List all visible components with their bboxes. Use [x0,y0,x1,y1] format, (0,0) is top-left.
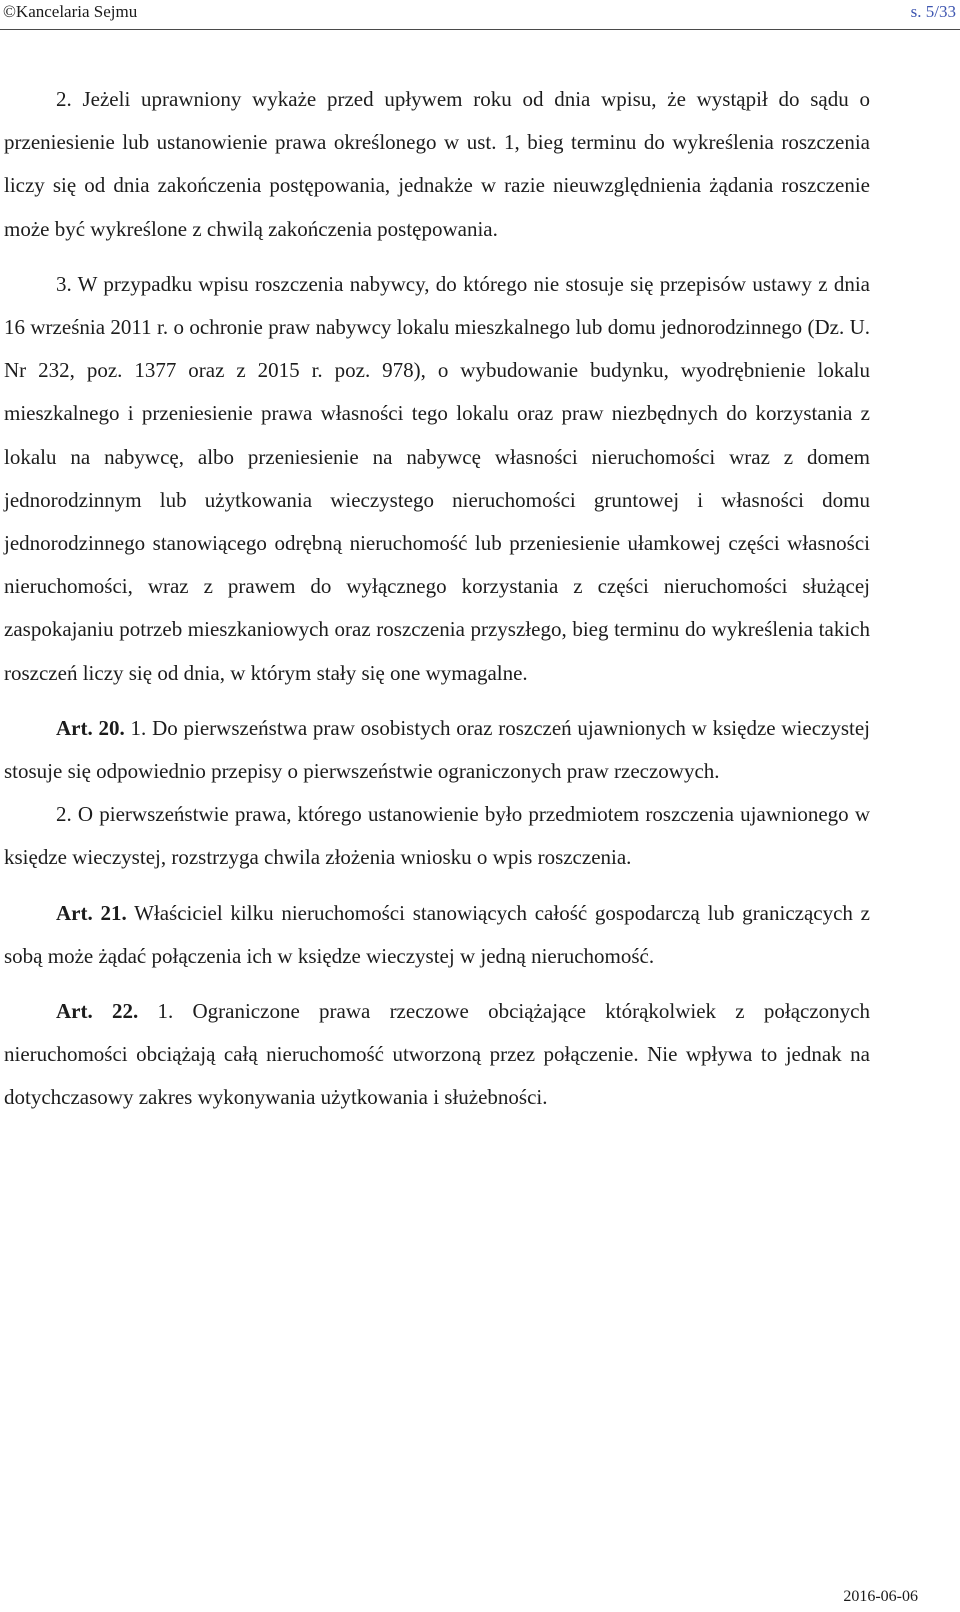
paragraph-art22-ust1 [4,990,870,1120]
paragraph-art19-ust2 [4,78,870,251]
paragraph-text: 1. Ograniczone prawa rzeczowe obciążające którąkolwiek z połączonych nieruchomości obciążają całą nieruchomość utworzoną przez połączenie. Nie wpływa to jednak na dotychczasowy zakres wykonywania użytkowania i służebności. [4,999,870,1110]
article-heading: Art. 21. [56,900,127,925]
paragraph-text: 2. O pierwszeństwie prawa, którego ustanowienie było przedmiotem roszczenia ujawnionego w księdze wieczystej, rozstrzyga chwila złożenia wniosku o wpis roszczenia. [4,802,870,870]
paragraph-art19-ust3 [4,263,870,695]
page-header [0,0,960,30]
footer-date: 2016-06-06 [843,1588,918,1605]
page-number: s. 5/33 [910,2,956,21]
article-heading: Art. 22. [56,999,139,1024]
paragraph-art20-ust1 [4,707,870,793]
paragraph-text: 2. Jeżeli uprawniony wykaże przed upływem roku od dnia wpisu, że wystąpił do sądu o przeniesienie lub ustanowienie prawa określonego w ust. 1, bieg terminu do wykreślenia roszczenia liczy się od dnia zakończenia postępowania, jednakże w razie nieuwzględnienia żądania roszczenie może być wykreślone z chwilą zakończenia postępowania. [4,87,870,241]
paragraph-art20-ust2 [4,793,870,879]
paragraph-text: 3. W przypadku wpisu roszczenia nabywcy, do którego nie stosuje się przepisów ustawy z dnia 16 września 2011 r. o ochronie praw nabywcy lokalu mieszkalnego lub domu jednorodzinnego (Dz. U. Nr 232, poz. 1377 oraz z 2015 r. poz. 978), o wybudowanie budynku, wyodrębnienie lokalu mieszkalnego i przeniesienie prawa własności tego lokalu oraz praw niezbędnych do korzystania z lokalu na nabywcę, albo przeniesienie na nabywcę własności nieruchomości wraz z domem jednorodzinnym lub użytkowania wieczystego nieruchomości gruntowej i własności domu jednorodzinnego stanowiącego odrębną nieruchomość lub przeniesienie ułamkowej części własności nieruchomości, wraz z prawem do wyłącznego korzystania z części nieruchomości służącej zaspokajaniu potrzeb mieszkaniowych oraz roszczenia przyszłego, bieg terminu do wykreślenia takich roszczeń liczy się od dnia, w którym stały się one wymagalne. [4,271,870,685]
paragraph-art21 [4,892,870,978]
paragraph-text: Właściciel kilku nieruchomości stanowiących całość gospodarczą lub graniczących z sobą może żądać połączenia ich w księdze wieczystej w jedną nieruchomość. [4,900,870,968]
paragraph-text: 1. Do pierwszeństwa praw osobistych oraz roszczeń ujawnionych w księdze wieczystej stosuje się odpowiednio przepisy o pierwszeństwie ograniczonych praw rzeczowych. [4,715,871,784]
copyright-label: ©Kancelaria Sejmu [3,2,138,21]
article-heading: Art. 20. [56,715,125,740]
document-body [4,78,870,1120]
